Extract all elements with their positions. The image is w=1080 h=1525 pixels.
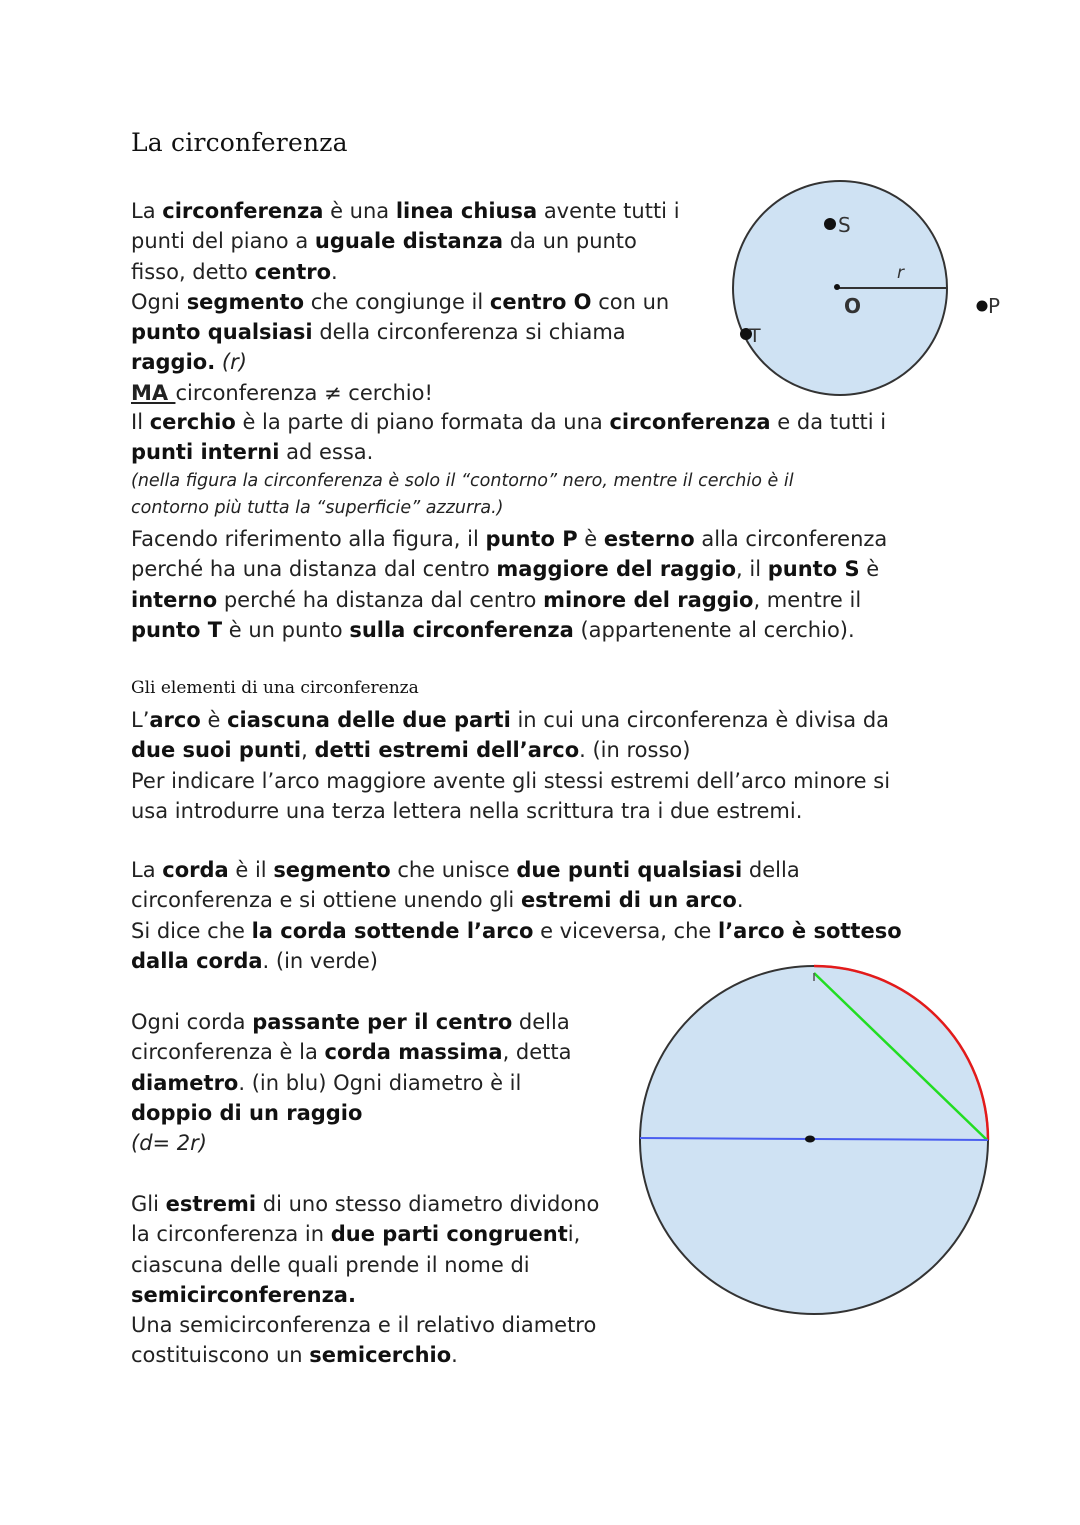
diametro-paragraph: Ogni corda passante per il centro della circonferenza è la corda massima, detta diametro. (in blu) Ogni diametro è il doppio di un raggio (d= 2r) bbox=[131, 1010, 572, 1156]
label-r: r bbox=[897, 263, 904, 283]
cerchio-paragraph: Il cerchio è la parte di piano formata da una circonferenza e da tutti i punti interni ad essa. bbox=[131, 410, 887, 465]
semi-paragraph: Gli estremi di uno stesso diametro dividono la circonferenza in due parti congruenti, ciascuna delle quali prende il nome di semicirconferenza. Una semicirconferenza e il relativo diametro costituiscono un semicerchio. bbox=[131, 1192, 600, 1368]
section-subtitle: Gli elementi di una circonferenza bbox=[131, 678, 419, 698]
label-s: S bbox=[838, 213, 851, 237]
label-o: O bbox=[844, 294, 862, 318]
center-point-o bbox=[834, 284, 840, 290]
figure-note: (nella figura la circonferenza è solo il “contorno” nero, mentre il cerchio è il contorno più tutta la “superficie” azzurra.) bbox=[131, 471, 794, 518]
arco-paragraph: L’arco è ciascuna delle due parti in cui una circonferenza è divisa da due suoi punti, detti estremi dell’arco. (in rosso) Per indicare l’arco maggiore avente gli stessi estremi dell’arco minore si usa introdurre una terza lettera nella scrittura tra i due estremi. bbox=[131, 708, 891, 823]
circle-figure-1 bbox=[720, 180, 1020, 400]
points-paragraph: Facendo riferimento alla figura, il punto P è esterno alla circonferenza perché ha una distanza dal centro maggiore del raggio, il punto S è interno perché ha distanza dal centro minore del raggio, mentre il punto T è un punto sulla circonferenza (appartenente al cerchio). bbox=[131, 527, 888, 642]
center-point-2 bbox=[805, 1136, 815, 1143]
point-s bbox=[824, 218, 836, 230]
label-t: T bbox=[749, 325, 761, 347]
page-title: La circonferenza bbox=[131, 128, 348, 157]
corda-paragraph: La corda è il segmento che unisce due punti qualsiasi della circonferenza e si ottiene unendo gli estremi di un arco. Si dice che la corda sottende l’arco e viceversa, che l’arco è sotteso dalla corda. (in verde) bbox=[131, 858, 902, 973]
circle-figure-2 bbox=[630, 962, 1000, 1317]
point-p bbox=[977, 301, 988, 312]
intro-paragraph: La circonferenza è una linea chiusa avente tutti i punti del piano a uguale distanza da un punto fisso, detto centro. Ogni segmento che congiunge il centro O con un punto qualsiasi della circonferenza si chiama raggio. (r) MA circonferenza ≠ cerchio! bbox=[131, 199, 680, 405]
label-p: P bbox=[988, 294, 1001, 318]
